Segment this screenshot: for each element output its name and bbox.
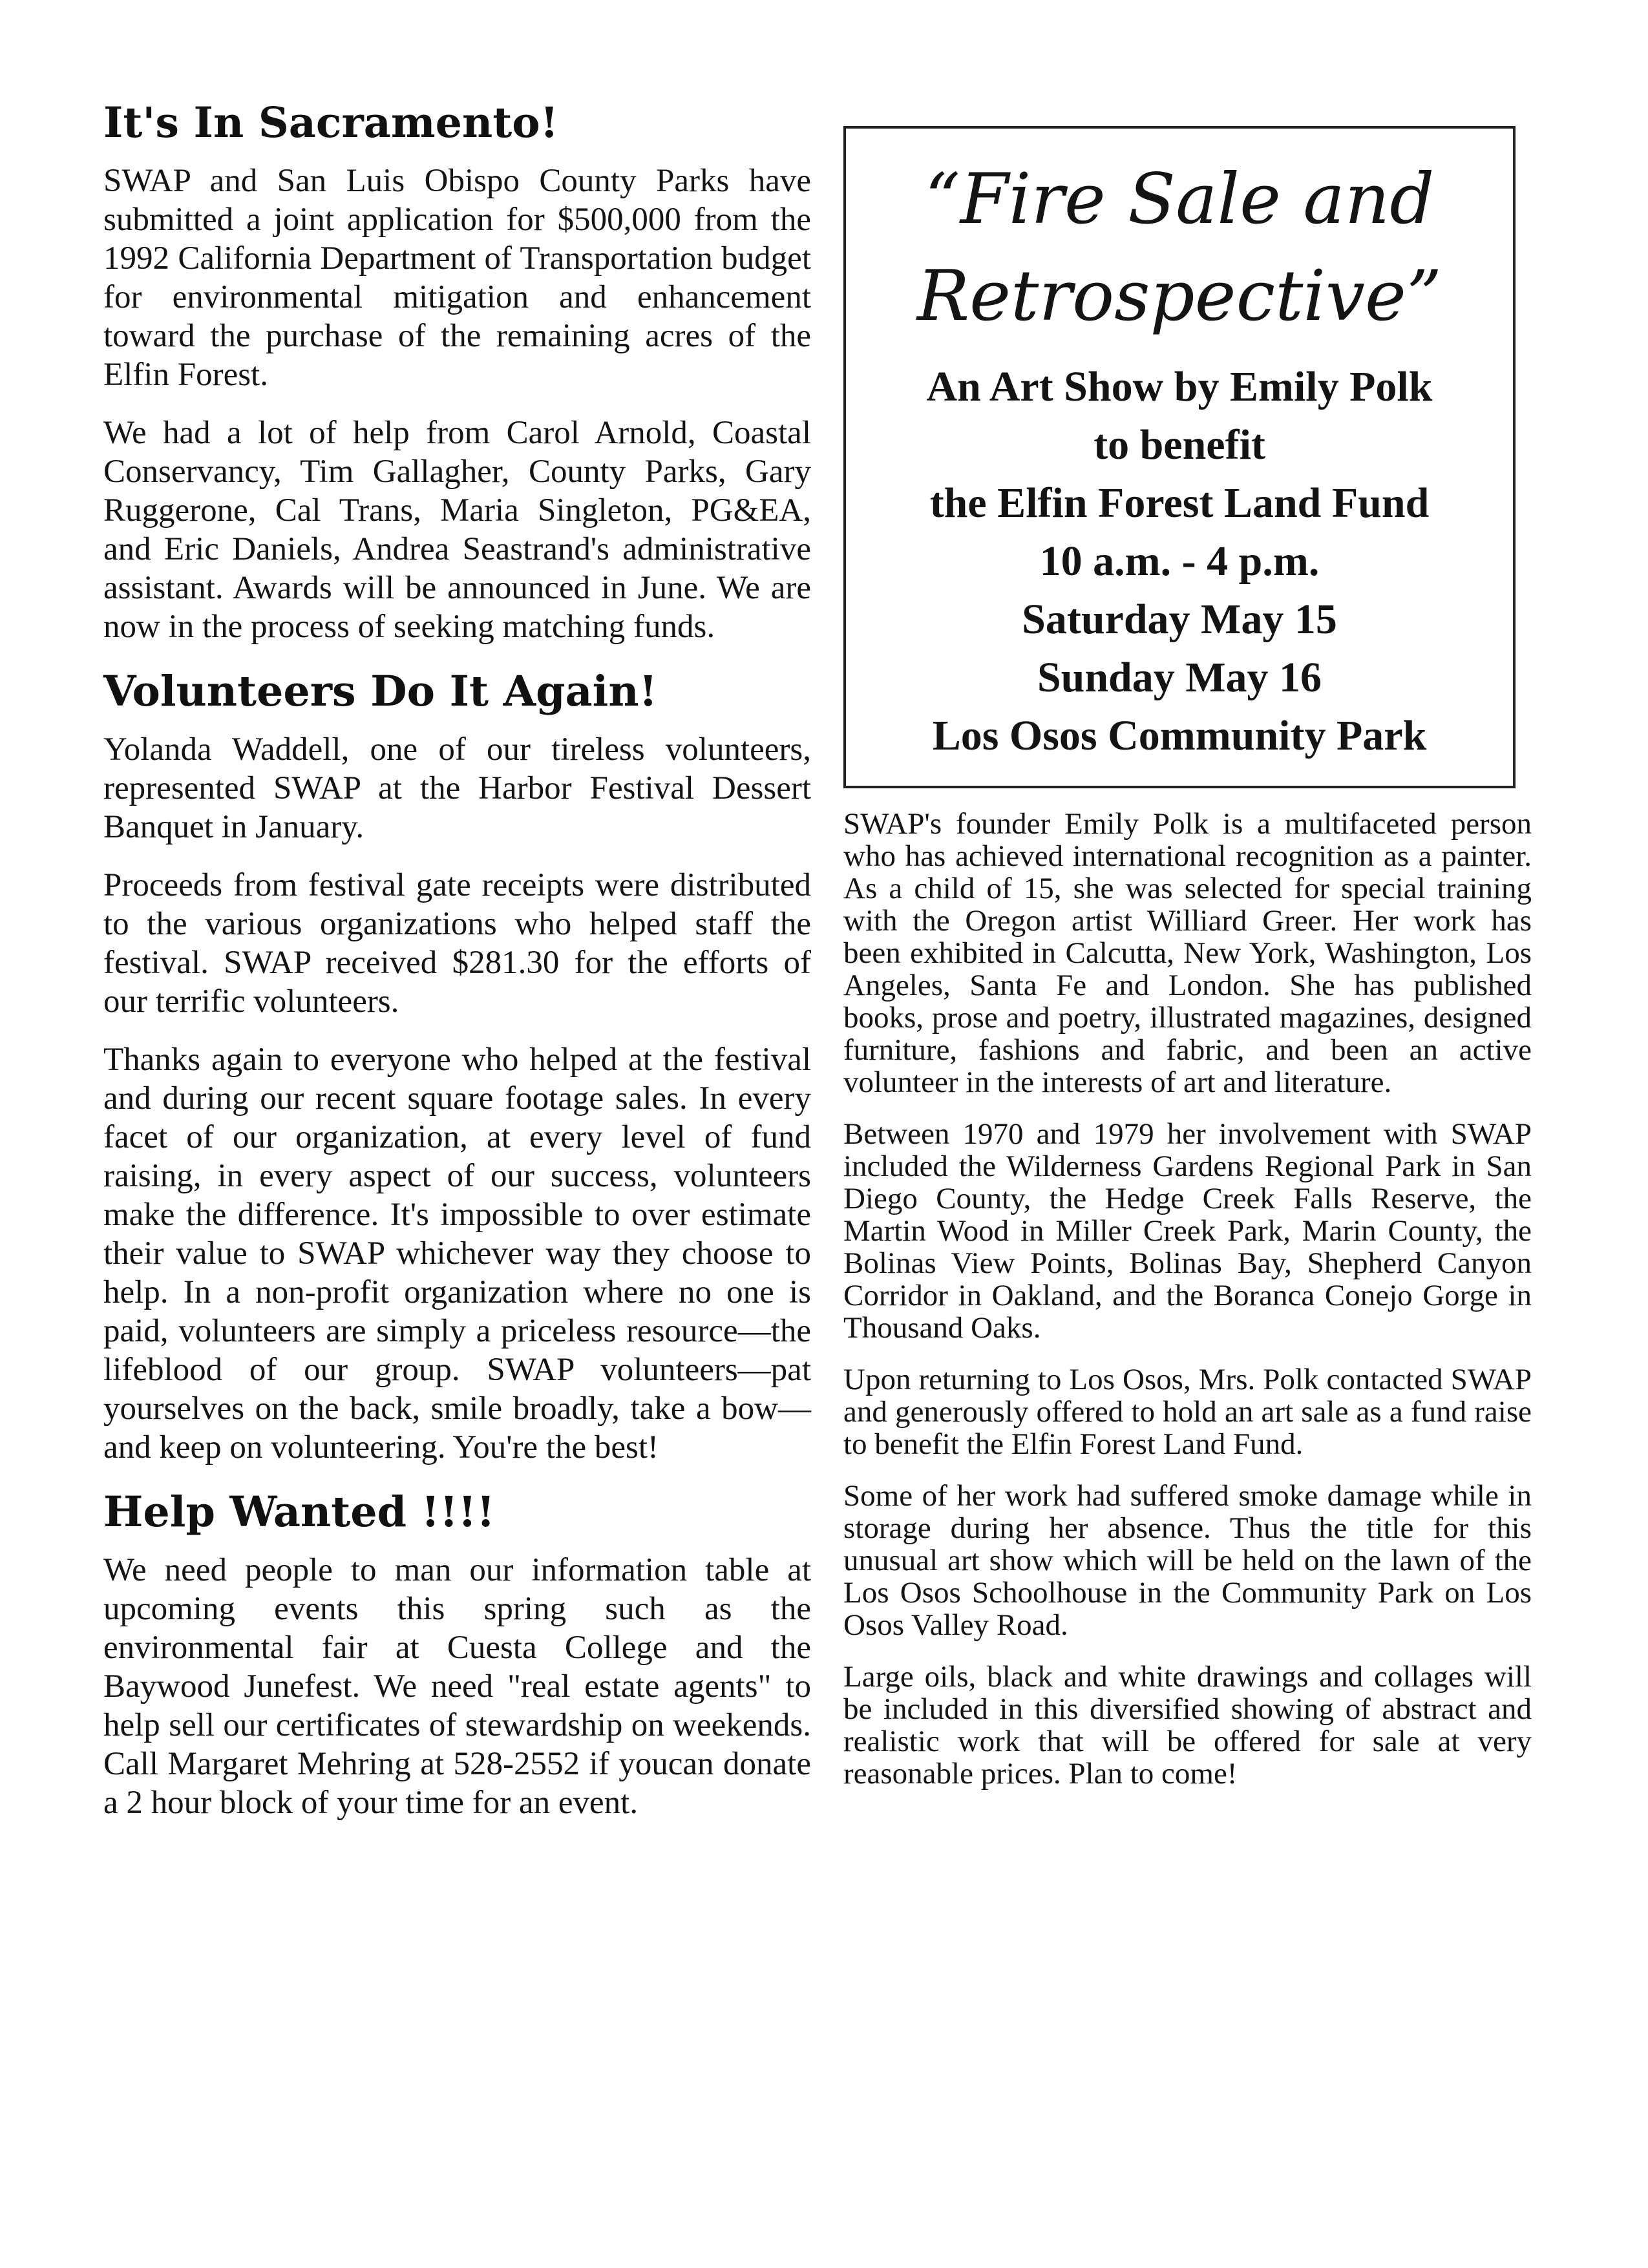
right-column — [843, 808, 1532, 1809]
announcement-location: Los Osos Community Park — [932, 712, 1427, 759]
heading-volunteers: Volunteers Do It Again! — [103, 667, 658, 716]
paragraph: Some of her work had suffered smoke damage while in storage during her absence. Thus the title for this unusual art show which will be held on the lawn of the Los Osos Schoolhouse in the Community Park on Los Osos Valley Road. — [843, 1479, 1532, 1642]
announcement-details — [846, 358, 1513, 765]
announcement-title-line: Retrospective” — [916, 256, 1442, 337]
paragraph: Proceeds from festival gate receipts were distributed to the various organizations who helped staff the festival. SWAP received $281.30 for the efforts of our terrific volunteers. — [103, 867, 811, 1020]
announcement-line: the Elfin Forest Land Fund — [929, 479, 1430, 527]
announcement-title-line: “Fire Sale and — [924, 159, 1435, 240]
art-show-announcement-box — [843, 126, 1516, 788]
paragraph: Thanks again to everyone who helped at the festival and during our recent square footage sales. In every facet of our organization, at every level of fund raising, in every aspect of our success, volunteers make the difference. It's impossible to over estimate their value to SWAP whichever way they choose to help. In a non-profit organization where no one is paid, volunteers are simply a priceless resource—the lifeblood of our group. SWAP volunteers—pat yourselves on the back, smile broadly, take a bow—and keep on volunteering. You're the best! — [103, 1042, 811, 1465]
paragraph: SWAP and San Luis Obispo County Parks have submitted a joint application for $500,000 from the 1992 California Department of Transportation budget for environmental mitigation and enhancement toward the purchase of the remaining acres of the Elfin Forest. — [103, 163, 811, 393]
announcement-title — [846, 151, 1513, 345]
heading-help-wanted: Help Wanted !!!! — [103, 1487, 495, 1537]
announcement-time: 10 a.m. - 4 p.m. — [1039, 538, 1320, 585]
paragraph: Upon returning to Los Osos, Mrs. Polk contacted SWAP and generously offered to hold an art sale as a fund raise to benefit the Elfin Forest Land Fund. — [843, 1363, 1532, 1461]
paragraph: Yolanda Waddell, one of our tireless volunteers, represented SWAP at the Harbor Festival Dessert Banquet in January. — [103, 731, 811, 845]
paragraph: SWAP's founder Emily Polk is a multifaceted person who has achieved international recognition as a painter. As a child of 15, she was selected for special training with the Oregon artist Williard Greer. Her work has been exhibited in Calcutta, New York, Washington, Los Angeles, Santa Fe and London. She has published books, prose and poetry, illustrated magazines, designed furniture, fashions and fabric, and been an active volunteer in the interests of art and literature. — [843, 807, 1532, 1099]
paragraph: We had a lot of help from Carol Arnold, Coastal Conservancy, Tim Gallagher, County Parks, Gary Ruggerone, Cal Trans, Maria Singleton, PG&EA, and Eric Daniels, Andrea Seastrand's administrative assistant. Awards will be announced in June. We are now in the process of seeking matching funds. — [103, 415, 811, 645]
left-column — [103, 97, 811, 1842]
heading-sacramento: It's In Sacramento! — [103, 98, 559, 147]
announcement-date: Sunday May 16 — [1037, 654, 1322, 701]
paragraph: Between 1970 and 1979 her involvement with SWAP included the Wilderness Gardens Regional Park in San Diego County, the Hedge Creek Falls Reserve, the Martin Wood in Miller Creek Park, Marin County, the Bolinas View Points, Bolinas Bay, Shepherd Canyon Corridor in Oakland, and the Boranca Conejo Gorge in Thousand Oaks. — [843, 1117, 1532, 1345]
paragraph: Large oils, black and white drawings and collages will be included in this diversified showing of abstract and realistic work that will be offered for sale at very reasonable prices. Plan to come! — [843, 1660, 1532, 1790]
announcement-line: An Art Show by Emily Polk — [926, 363, 1433, 410]
announcement-date: Saturday May 15 — [1022, 596, 1337, 643]
announcement-line: to benefit — [1093, 421, 1265, 468]
paragraph: We need people to man our information table at upcoming events this spring such as the environmental fair at Cuesta College and the Baywood Junefest. We need "real estate agents" to help sell our certificates of stewardship on weekends. Call Margaret Mehring at 528-2552 if youcan donate a 2 hour block of your time for an event. — [103, 1552, 811, 1821]
